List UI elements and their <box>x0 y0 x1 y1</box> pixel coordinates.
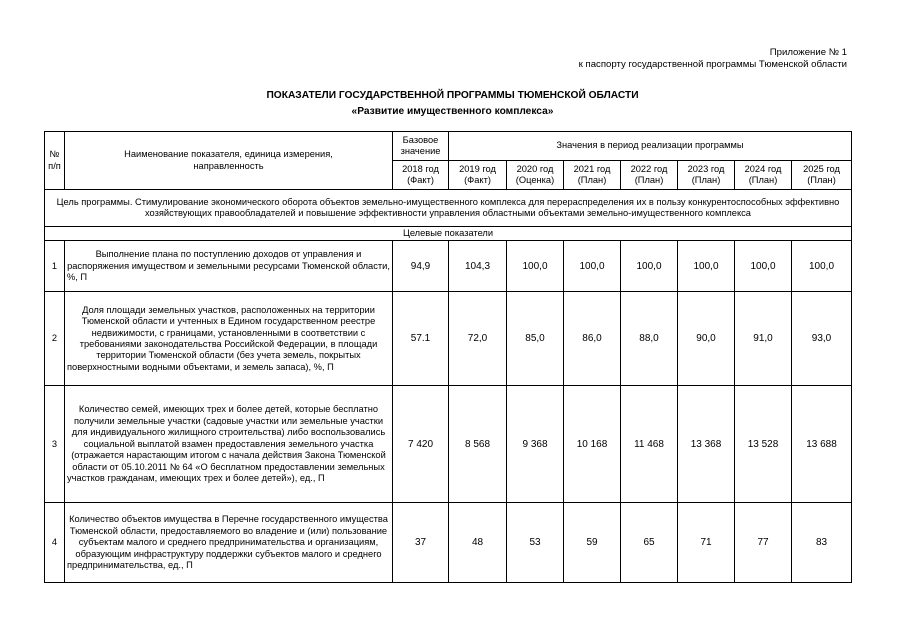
header-year-2022: 2022 год (План) <box>621 161 678 190</box>
header-name: Наименование показателя, единица измерения, направленность <box>65 132 393 190</box>
row-value: 10 168 <box>564 386 621 503</box>
document-title: ПОКАЗАТЕЛИ ГОСУДАРСТВЕННОЙ ПРОГРАММЫ ТЮМЕНСКОЙ ОБЛАСТИ <box>266 90 639 101</box>
row-value: 7 420 <box>393 386 449 503</box>
header-year-2024: 2024 год (План) <box>735 161 792 190</box>
header-period: Значения в период реализации программы <box>449 132 852 161</box>
program-goal: Цель программы. Стимулирование экономического оборота объектов земельно-имущественного комплекса для перераспределения их в пользу конкурентоспособных эффективно хозяйствующих правообладателей и повышение эффективности управления областными объектами земельно-имущественного комплекса <box>45 190 852 227</box>
row-value: 59 <box>564 503 621 583</box>
header-num: № п/п <box>45 132 65 190</box>
appendix-note <box>579 47 847 71</box>
row-value: 88,0 <box>621 292 678 386</box>
header-year-2023: 2023 год (План) <box>678 161 735 190</box>
row-value: 100,0 <box>735 241 792 292</box>
row-name: Доля площади земельных участков, расположенных на территории Тюменской области и учтенных в Едином государственном реестре недвижимости, с границами, установленными в соответствии с требованиями законодательства Российской Федерации, в площади территории Тюменской области (без учета земель, покрытых поверхностными водными объектами, и земель запаса), %, П <box>65 292 393 386</box>
row-value: 94,9 <box>393 241 449 292</box>
indicators-table <box>44 131 852 583</box>
row-value: 8 568 <box>449 386 507 503</box>
row-value: 71 <box>678 503 735 583</box>
row-value: 53 <box>507 503 564 583</box>
row-value: 100,0 <box>621 241 678 292</box>
header-year-2020: 2020 год (Оценка) <box>507 161 564 190</box>
header-year-2019: 2019 год (Факт) <box>449 161 507 190</box>
row-value: 13 368 <box>678 386 735 503</box>
header-base: Базовое значение <box>393 132 449 161</box>
row-value: 100,0 <box>507 241 564 292</box>
row-value: 83 <box>792 503 852 583</box>
row-value: 9 368 <box>507 386 564 503</box>
row-value: 100,0 <box>564 241 621 292</box>
row-value: 57.1 <box>393 292 449 386</box>
row-value: 93,0 <box>792 292 852 386</box>
row-value: 86,0 <box>564 292 621 386</box>
row-value: 100,0 <box>792 241 852 292</box>
row-value: 91,0 <box>735 292 792 386</box>
table-row <box>45 386 852 503</box>
table-row <box>45 292 852 386</box>
header-year-2021: 2021 год (План) <box>564 161 621 190</box>
row-num: 3 <box>45 386 65 503</box>
row-value: 104,3 <box>449 241 507 292</box>
row-value: 65 <box>621 503 678 583</box>
row-name: Количество семей, имеющих трех и более детей, которые бесплатно получили земельные участки (садовые участки или земельные участки для индивидуального жилищного строительства) либо воспользовались социальной выплатой взамен предоставления земельного участка (отражается нарастающим итогом с начала действия Закона Тюменской области от 05.10.2011 № 64 «О бесплатном предоставлении земельных участков гражданам, имеющих трех и более детей»), ед., П <box>65 386 393 503</box>
table-row <box>45 241 852 292</box>
document-subtitle: «Развитие имущественного комплекса» <box>351 106 554 117</box>
header-year-2025: 2025 год (План) <box>792 161 852 190</box>
row-value: 37 <box>393 503 449 583</box>
appendix-line-1: Приложение № 1 <box>769 47 847 58</box>
row-name: Количество объектов имущества в Перечне государственного имущества Тюменской области, предоставляемого во владение и (или) пользование субъектам малого и среднего предпринимательства и организациям, образующим инфраструктуру поддержки субъектов малого и среднего предпринимательства, ед., П <box>65 503 393 583</box>
row-num: 2 <box>45 292 65 386</box>
row-value: 72,0 <box>449 292 507 386</box>
row-value: 77 <box>735 503 792 583</box>
row-name: Выполнение плана по поступлению доходов от управления и распоряжения имуществом и земельными ресурсами Тюменской области, %, П <box>65 241 393 292</box>
row-num: 1 <box>45 241 65 292</box>
row-value: 90,0 <box>678 292 735 386</box>
row-value: 13 528 <box>735 386 792 503</box>
appendix-line-2: к паспорту государственной программы Тюменской области <box>578 59 847 70</box>
row-value: 13 688 <box>792 386 852 503</box>
row-value: 48 <box>449 503 507 583</box>
row-num: 4 <box>45 503 65 583</box>
row-value: 100,0 <box>678 241 735 292</box>
table-row <box>45 503 852 583</box>
row-value: 11 468 <box>621 386 678 503</box>
header-year-2018: 2018 год (Факт) <box>393 161 449 190</box>
row-value: 85,0 <box>507 292 564 386</box>
section-target-indicators: Целевые показатели <box>45 227 852 241</box>
